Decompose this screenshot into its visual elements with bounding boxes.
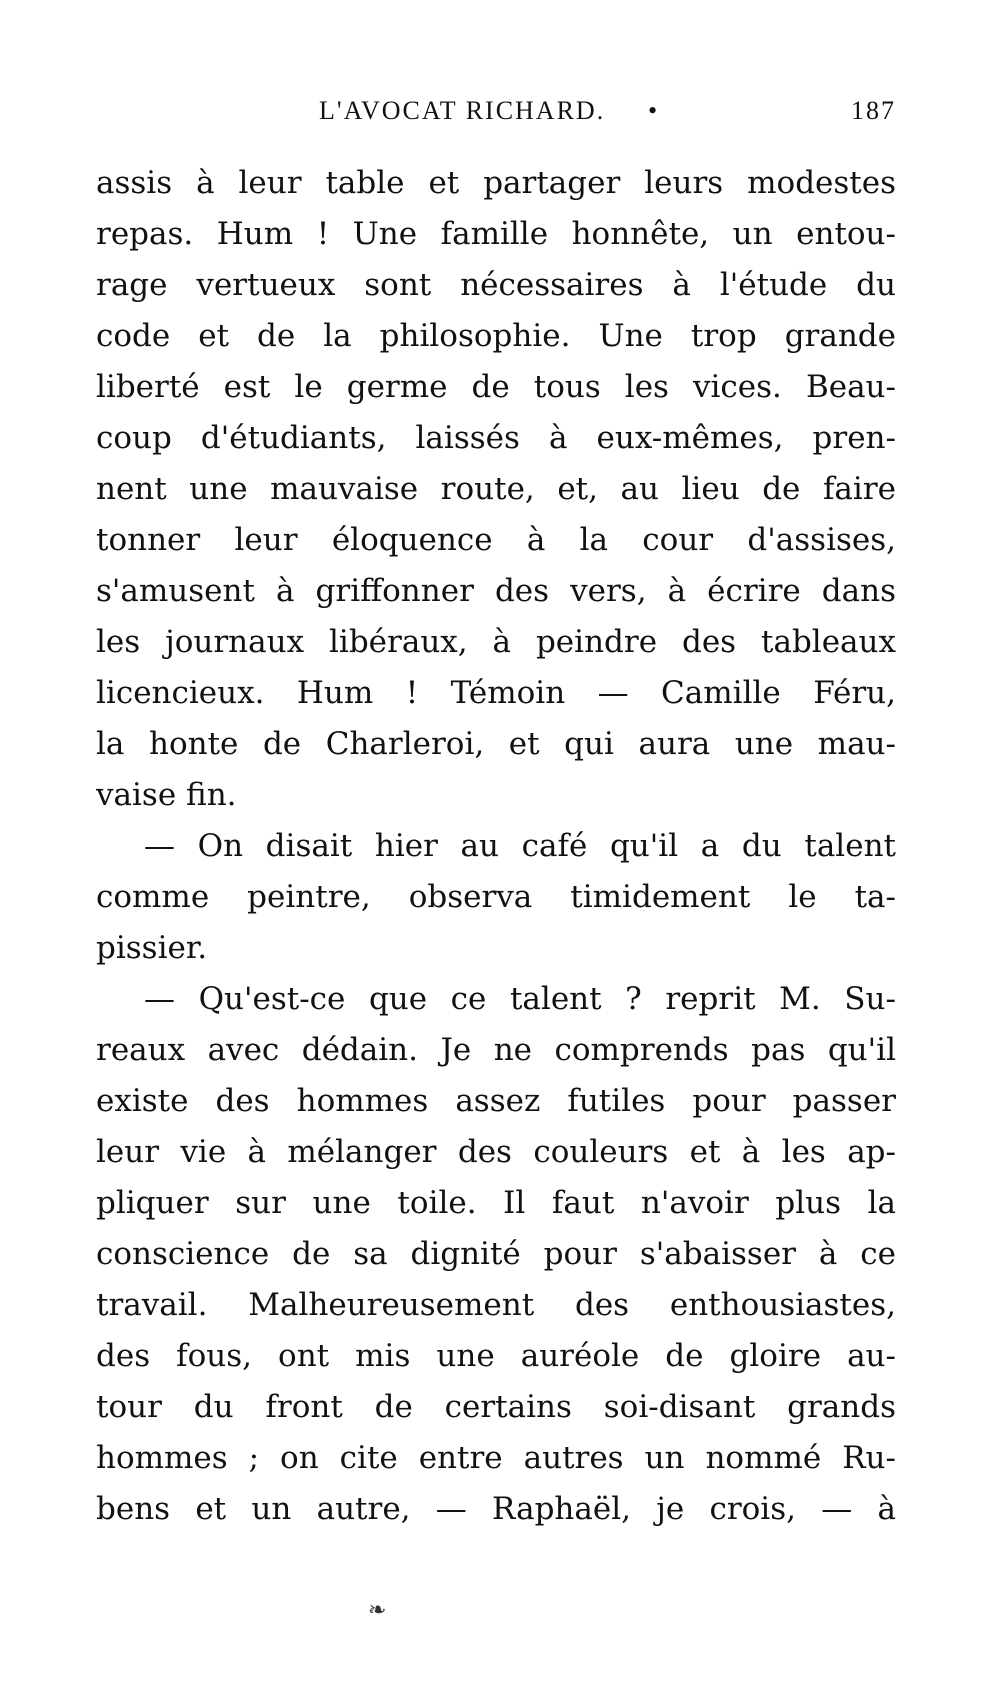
- text-line: hommes ; on cite entre autres un nommé Ru-: [96, 1440, 896, 1476]
- ornament-dot: •: [648, 96, 660, 125]
- text-line: coup d'étudiants, laissés à eux-mêmes, pren-: [96, 420, 896, 456]
- text-line: conscience de sa dignité pour s'abaisser à ce: [96, 1236, 896, 1272]
- text-line: tonner leur éloquence à la cour d'assises,: [96, 522, 896, 558]
- body-text: [96, 158, 896, 1535]
- text-line: licencieux. Hum ! Témoin — Camille Féru,: [96, 675, 896, 711]
- text-line: repas. Hum ! Une famille honnête, un entou-: [96, 216, 896, 252]
- text-line: travail. Malheureusement des enthousiastes,: [96, 1287, 896, 1323]
- page-number: 187: [851, 96, 896, 125]
- bottom-ornament: ❧: [368, 1598, 387, 1623]
- text-line: assis à leur table et partager leurs modestes: [96, 165, 896, 201]
- running-title: L'AVOCAT RICHARD.: [319, 96, 606, 125]
- text-line: bens et un autre, — Raphaël, je crois, — à: [96, 1491, 896, 1527]
- text-line: — Qu'est-ce que ce talent ? reprit M. Su-: [144, 981, 896, 1017]
- text-line: la honte de Charleroi, et qui aura une mau-: [96, 726, 896, 762]
- text-line: code et de la philosophie. Une trop grande: [96, 318, 896, 354]
- text-line: — On disait hier au café qu'il a du talent: [144, 828, 896, 864]
- text-line: liberté est le germe de tous les vices. Beau-: [96, 369, 896, 405]
- text-line: des fous, ont mis une auréole de gloire au-: [96, 1338, 896, 1374]
- text-line: pissier.: [96, 930, 208, 966]
- text-line: tour du front de certains soi-disant grands: [96, 1389, 896, 1425]
- text-line: vaise fin.: [96, 777, 237, 813]
- text-line: leur vie à mélanger des couleurs et à les ap-: [96, 1134, 896, 1170]
- text-line: pliquer sur une toile. Il faut n'avoir plus la: [96, 1185, 896, 1221]
- running-head: [96, 96, 896, 136]
- text-line: les journaux libéraux, à peindre des tableaux: [96, 624, 896, 660]
- text-line: nent une mauvaise route, et, au lieu de faire: [96, 471, 896, 507]
- text-line: reaux avec dédain. Je ne comprends pas qu'il: [96, 1032, 896, 1068]
- text-line: s'amusent à griffonner des vers, à écrire dans: [96, 573, 896, 609]
- text-line: comme peintre, observa timidement le ta-: [96, 879, 896, 915]
- text-line: existe des hommes assez futiles pour passer: [96, 1083, 896, 1119]
- text-line: rage vertueux sont nécessaires à l'étude du: [96, 267, 896, 303]
